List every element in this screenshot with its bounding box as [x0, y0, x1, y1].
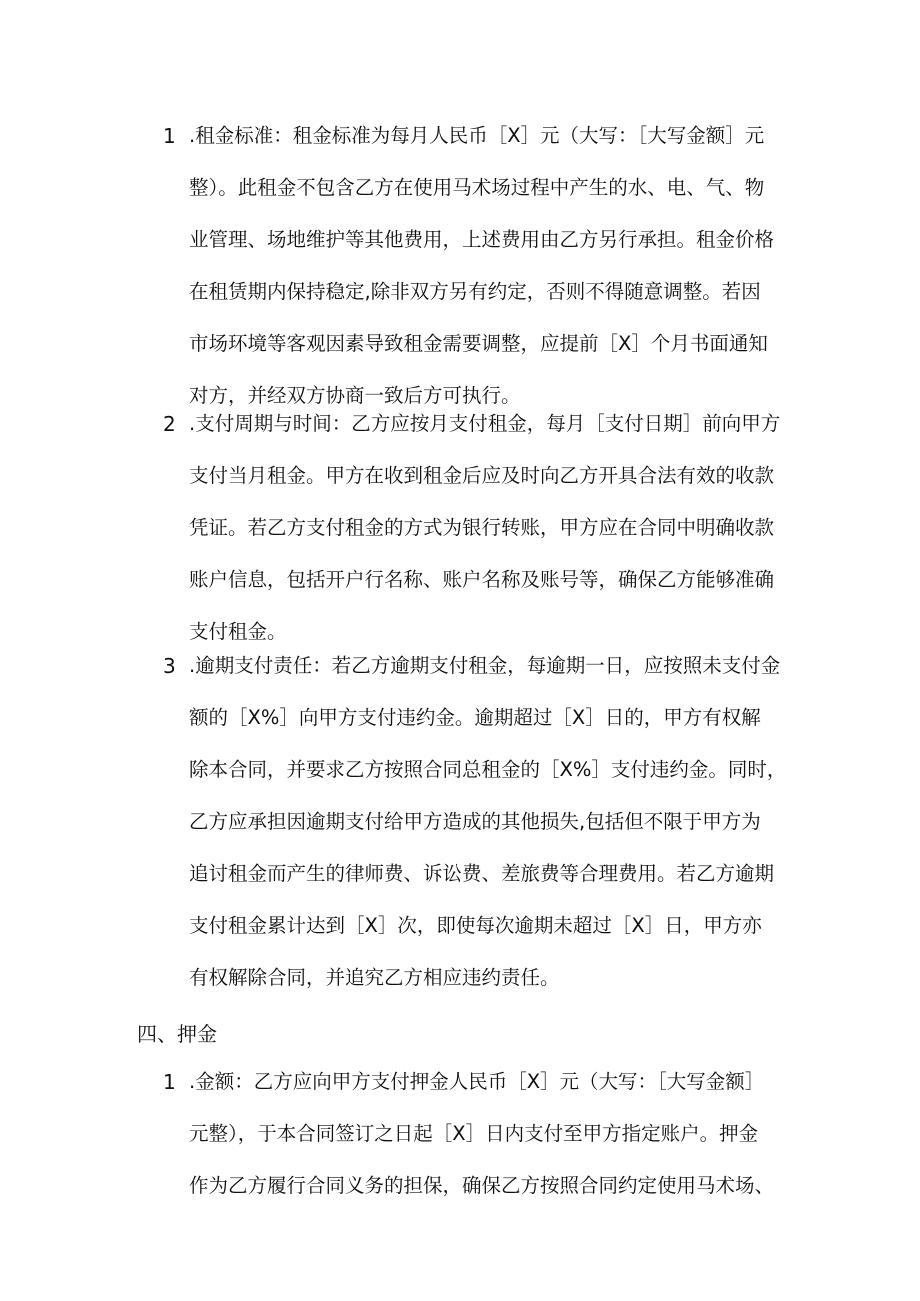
clause-line: 额的［X%］向甲方支付违约金。逾期超过［X］日的，甲方有权解	[189, 706, 761, 729]
clause-line: .金额：乙方应向甲方支付押金人民币［X］元（大写：［大写金额］	[189, 1070, 765, 1093]
clause-line: 有权解除合同，并追究乙方相应违约责任。	[189, 966, 560, 989]
clause-line: .租金标准：租金标准为每月人民币［X］元（大写：［大写金额］元	[189, 124, 765, 147]
clause-line: 市场环境等客观因素导致租金需要调整，应提前［X］个月书面通知	[189, 332, 768, 355]
section-heading-deposit: 四、押金	[137, 1022, 217, 1046]
clause-line: .支付周期与时间：乙方应按月支付租金，每月［支付日期］前向甲方	[189, 412, 781, 435]
clause-line: 作为乙方履行合同义务的担保，确保乙方按照合同约定使用马术场、	[189, 1174, 775, 1197]
clause-line: .逾期支付责任：若乙方逾期支付租金，每逾期一日，应按照未支付金	[189, 654, 781, 677]
clause-line: 在租赁期内保持稳定,除非双方另有约定，否则不得随意调整。若因	[189, 280, 761, 303]
clause-line: 对方，并经双方协商一致后方可执行。	[189, 384, 521, 407]
clause-line: 支付租金累计达到［X］次，即使每次逾期未超过［X］日，甲方亦	[189, 914, 762, 937]
clause-line: 元整），于本合同签订之日起［X］日内支付至甲方指定账户。押金	[189, 1122, 759, 1145]
clause-line: 整）。此租金不包含乙方在使用马术场过程中产生的水、电、气、物	[189, 176, 765, 199]
clause-number: 2	[163, 412, 176, 436]
clause-number: 1	[163, 124, 176, 148]
clause-number: 3	[163, 654, 176, 678]
clause-line: 业管理、场地维护等其他费用，上述费用由乙方另行承担。租金价格	[189, 228, 775, 251]
clause-line: 账户信息，包括开户行名称、账户名称及账号等，确保乙方能够准确	[189, 568, 775, 591]
clause-line: 支付租金。	[189, 620, 287, 643]
clause-number: 1	[163, 1070, 176, 1094]
clause-line: 除本合同，并要求乙方按照合同总租金的［X%］支付违约金。同时，	[189, 758, 787, 781]
clause-line: 凭证。若乙方支付租金的方式为银行转账，甲方应在合同中明确收款	[189, 516, 775, 539]
clause-line: 追讨租金而产生的律师费、诉讼费、差旅费等合理费用。若乙方逾期	[189, 862, 775, 885]
clause-line: 乙方应承担因逾期支付给甲方造成的其他损失,包括但不限于甲方为	[189, 810, 761, 833]
clause-line: 支付当月租金。甲方在收到租金后应及时向乙方开具合法有效的收款	[189, 464, 775, 487]
